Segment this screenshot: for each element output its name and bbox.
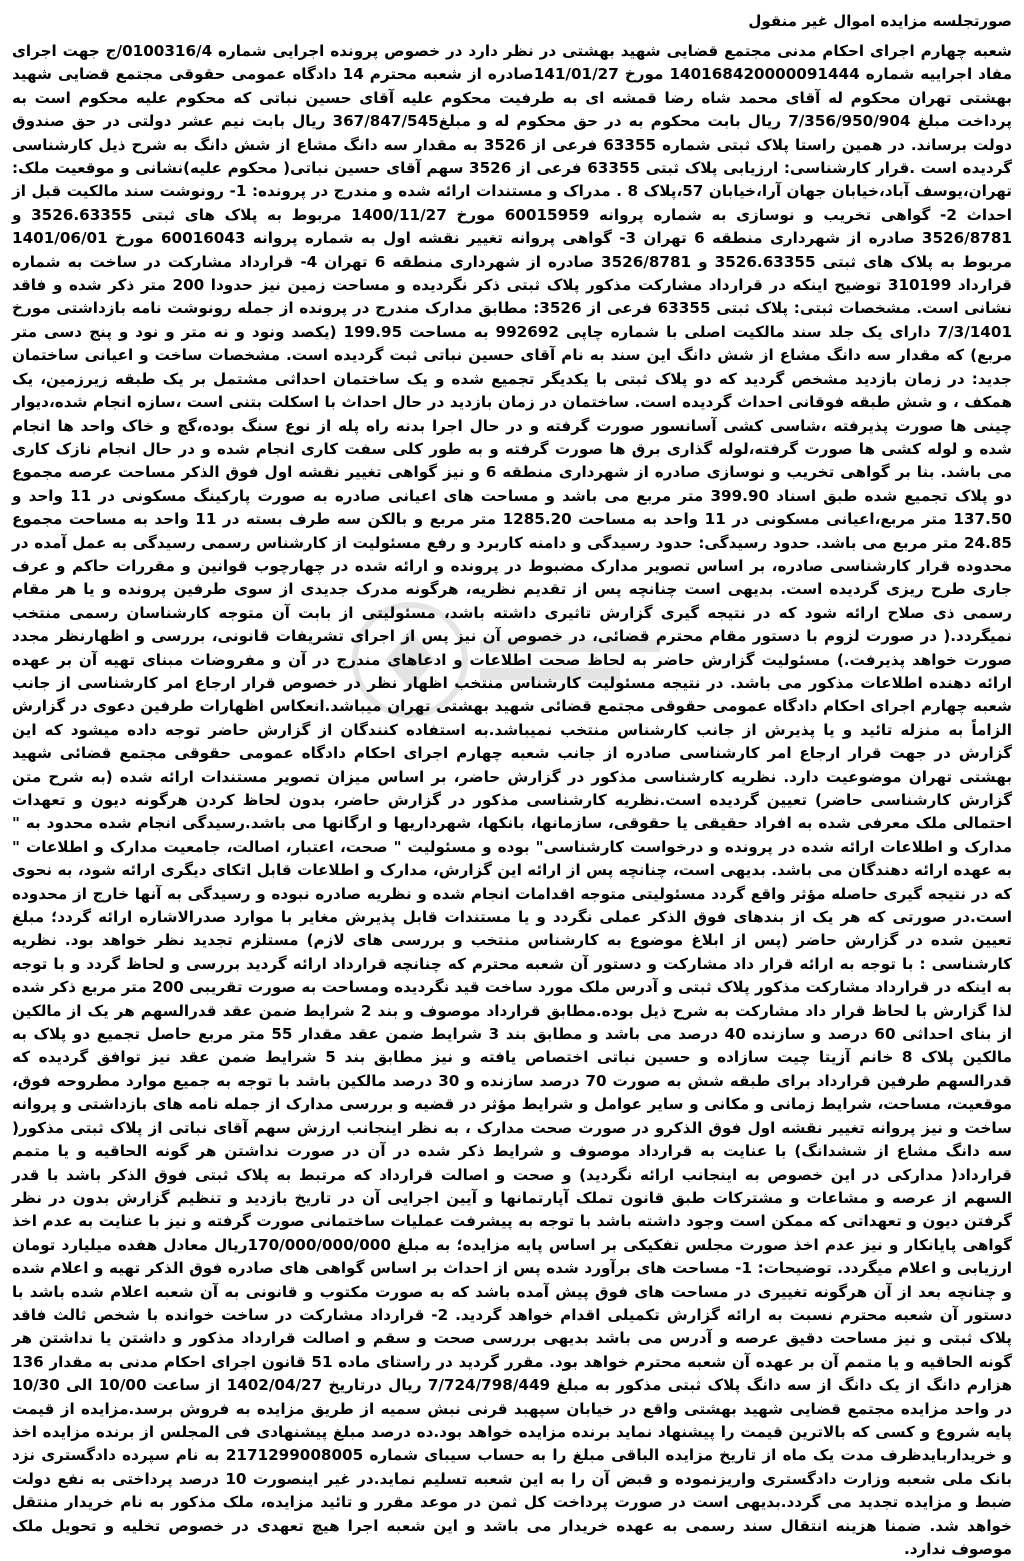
- document-body-text: شعبه چهارم اجرای احکام مدنی مجتمع قضایی شهید بهشتی در نظر دارد در خصوص پرونده اجرایی شماره 0100316/4/ج جهت اجرای مفاد اجراییه شماره 140168420000091444 مورخ 141/01/27صادره از شعبه محترم 14 دادگاه عمومی حقوقی مجتمع قضایی شهید بهشتی تهران محکوم له آقای محمد شاه رضا قمشه ای به طرفیت محکوم علیه آقای حسین نباتی که محکوم علیه محکوم است به پرداخت مبلغ 7/356/950/904 ریال بابت محکوم به در حق محکوم له و مبلغ367/847/545 ریال بابت نیم عشر دولتی در حق صندوق دولت برساند. در همین راستا پلاک ثبتی شماره 63355 فرعی از 3526 به مقدار سه دانگ مشاع از شش دانگ به شرح ذیل کارشناسی گردیده است .قرار کارشناسی: ارزیابی پلاک ثبتی 63355 فرعی از 3526 سهم آقای حسین نباتی( محکوم علیه)نشانی و موقعیت ملک: تهران،یوسف آباد،خیابان جهان آرا،خیابان 57،پلاک 8 . مدراک و مستندات ارائه شده و مندرج در پرونده: 1- رونوشت سند مالکیت قبل از احداث 2- گواهی تخریب و نوسازی به شماره پروانه 60015959 مورخ 1400/11/27 مربوط به پلاک های ثبتی 3526.63355 و 3526/8781 صادره از شهرداری منطقه 6 تهران 3- گواهی پروانه تغییر نقشه اول به شماره پروانه 60016043 مورخ 1401/06/01 مربوط به پلاک های ثبتی 3526.63355 و 3526/8781 صادره از شهرداری منطقه 6 تهران 4- قرارداد مشارکت در ساخت به شماره قرارداد 310199 توضیح اینکه در قرارداد مشارکت مذکور پلاک ثبتی ذکر نگردیده و مساحت زمین نیز حدودا 200 متر ذکر شده و فاقد نشانی است. مشخصات ثبتی: پلاک ثبتی 63355 فرعی از 3526: مطابق مدارک مندرج در پرونده از جمله رونوشت نامه بازداشتی مورخ 7/3/1401 دارای یک جلد سند مالکیت اصلی با شماره چاپی 992692 به مساحت 199.95 (یکصد ونود و نه متر و نود و پنج دسی متر مربع) که مقدار سه دانگ مشاع از شش دانگ این سند به نام آقای حسین نباتی ثبت گردیده است. مشخصات ساخت و اعیانی ساختمان جدید: در زمان بازدید مشخص گردید که دو پلاک ثبتی با یکدیگر تجمیع شده و یک ساختمان احداثی مشتمل بر یک طبقه زیرزمین، یک همکف ، و شش طبقه فوقانی احداث گردیده است. ساختمان در زمان بازدید در حال احداث با اسکلت بتنی است ،سازه انجام شده،دیوار چینی ها صورت پذیرفته ،شاسی کشی آسانسور صورت گرفته و در حال اجرا بدنه راه پله از نوع سنگ بوده،گچ و خاک واحد ها انجام شده و لوله کشی ها صورت گرفته،لوله گذاری برق ها صورت گرفته و به طور کلی سفت کاری انجام شده و در حال انجام نازک کاری می باشد. بنا بر گواهی تخریب و نوسازی صادره از شهرداری منطقه 6 و نیز گواهی تغییر نقشه اول فوق الذکر مساحت عرصه مجموع دو پلاک تجمیع شده طبق اسناد 399.90 متر مربع می باشد و مساحت های اعیانی صادره به صورت پارکینگ مسکونی در 11 واحد و 137.50 متر مربع،اعیانی مسکونی در 11 واحد به مساحت 1285.20 متر مربع و بالکن سه طرف بسته در 11 واحد به مساحت مجموع 24.85 متر مربع می باشد. حدود رسیدگی: حدود رسیدگی و دامنه کاربرد و رفع مسئولیت از کارشناس رسمی رسیدگی به عمل آمده در محدوده قرار کارشناسی صادره، بر اساس تصویر مدارک مضبوط در پرونده و ارائه شده در چهارچوب قوانین و مقررات حاکم و عرف جاری طرح ریزی گردیده است. بدیهی است چنانچه پس از تقدیم نظریه، هرگونه مدرک جدیدی از سوی طرفین پرونده و یا هر مقام رسمی ذی صلاح ارائه شود که در نتیجه گیری گزارش تاثیری داشته باشد، مسئولیتی از بابت آن متوجه کارشناسان رسمی منتخب نمیگردد.( در صورت لزوم با دستور مقام محترم قضائی، در خصوص آن نیز پس از اجرای تشریفات قانونی، بررسی و اظهارنظر مجدد صورت خواهد پذیرفت.) مسئولیت گزارش حاضر به لحاظ صحت اطلاعات و ادعاهای مندرج در آن و مفروضات مبنای تهیه آن بر عهده ارائه دهنده اطلاعات مذکور می باشد. در نتیجه مسئولیت کارشناس منتخب اظهار نظر در خصوص قرار ارجاع امر کارشناسی از جانب شعبه چهارم اجرای احکام دادگاه عمومی حقوقی مجتمع قضائی شهید بهشتی تهران میباشد.انعکاس اظهارات طرفین دعوی در گزارش الزاماً به منزله تائید و یا پذیرش از جانب کارشناس منتخب نمیباشد.به استفاده کنندگان از گزارش حاضر توجه داده میشود که این گزارش در جهت قرار ارجاع امر کارشناسی صادره از جانب شعبه چهارم اجرای احکام دادگاه عمومی حقوقی مجتمع قضائی شهید بهشتی تهران موضوعیت دارد. نظریه کارشناسی مذکور در گزارش حاضر، بر اساس میزان تصویر مستندات ارائه شده (به شرح متن گزارش کارشناسی حاضر) تعیین گردیده است.نظریه کارشناسی مذکور در گزارش حاضر، بدون لحاظ کردن هرگونه دیون و تعهدات احتمالی ملک معرفی شده به افراد حقیقی یا حقوقی، سازمانها، بانکها، شهرداریها و ارگانها می باشد.رسیدگی انجام شده محدود به " مدارک و اطلاعات ارائه شده در پرونده و درخواست کارشناسی" بوده و مسئولیت " صحت، اعتبار، اصالت، جامعیت مدارک و اطلاعات " به عهده ارائه دهندگان می باشد. بدیهی است، چنانچه پس از ارائه این گزارش، مدارک و اطلاعات قابل اتکای دیگری ارائه شود، به نحوی که در نتیجه گیری حاصله مؤثر واقع گردد مسئولیتی متوجه اقدامات انجام شده و نظریه صادره نبوده و رسیدگی به آنها خارج از محدوده است.در صورتی که هر یک از بندهای فوق الذکر عملی نگردد و یا مستندات قابل پذیرش مغایر با موارد صدرالاشاره ارائه گردد؛ مبلغ تعیین شده در گزارش حاضر (پس از ابلاغ موضوع به کارشناس منتخب و بررسی های لازم) مستلزم تجدید نظر خواهد بود. نظریه کارشناسی : با توجه به ارائه قرار داد مشارکت و دستور آن شعبه محترم که چنانچه قرارداد ارائه گردید بررسی و لحاظ گردد و با توجه به اینکه در قرارداد مشارکت مذکور پلاک ثبتی و آدرس ملک مورد ساخت قید نگردیده ومساحت به صورت تقریبی 200 متر مربع ذکر شده لذا گزارش با لحاظ قرار داد مشارکت به شرح ذیل بوده.مطابق قرارداد موصوف و بند 2 شرایط ضمن عقد قدرالسهم هر یک از مالکین از بنای احداثی 60 درصد و سازنده 40 درصد می باشد و مطابق بند 3 شرایط ضمن عقد مقدار 55 متر مربع حاصل تجمیع دو پلاک به مالکین پلاک 8 خانم آزیتا چیت سازاده و حسین نباتی اختصاص یافته و نیز مطابق بند 5 شرایط ضمن عقد نیز توافق گردیده که قدرالسهم طرفین قرارداد برای طبقه شش به صورت 70 درصد سازنده و 30 درصد مالکین باشد با توجه به جمیع موارد مطروحه فوق، موقعیت، مساحت، شرایط زمانی و مکانی و سایر عوامل و شرایط مؤثر در قضیه و بررسی مدارک از جمله نامه های بازداشتی و پروانه ساخت و نیز پروانه تغییر نقشه اول فوق الذکرو در صورت صحت مدارک ، به نظر اینجانب ارزش سهم آقای نباتی از پلاک ثبتی مذکور( سه دانگ مشاع از ششدانگ) با عنایت به قرارداد موصوف و شرایط ذکر شده در آن در صورت نداشتن هر گونه الحاقیه و یا متمم قرارداد( مدارکی در این خصوص به اینجانب ارائه نگردید) و صحت و اصالت قرارداد که مرتبط به پلاک ثبتی فوق الذکر باشد با قدر السهم از عرصه و مشاعات و مشترکات طبق قانون تملک آپارتمانها و آیین اجرایی آن در تاریخ بازدید و تنظیم گزارش بدون در نظر گرفتن دیون و تعهداتی که ممکن است وجود داشته باشد با توجه به پیشرفت عملیات ساختمانی صورت گرفته و نیز با عنایت به عدم اخذ گواهی پایانکار و نیز عدم اخذ صورت مجلس تفکیکی بر اساس پایه مزایده؛ به مبلغ 170/000/000/000ریال معادل هفده میلیارد تومان ارزیابی و اعلام میگردد. توضیحات: 1- مساحت های برآورد شده پس از احداث بر اساس گواهی های صادره فوق الذکر تهیه و اعلام شده و چنانچه بعد از آن هرگونه تغییری در مساحت های فوق پیش آمده باشد که به صورت مکتوب و قانونی به آن شعبه اعلام شده باشد با دستور آن شعبه محترم نسبت به ارائه گزارش تکمیلی اقدام خواهد گردید. 2- قرارداد مشارکت در ساخت خوانده با شخص ثالث فاقد پلاک ثبتی و نیز مساحت دقیق عرصه و آدرس می باشد بدیهی بررسی صحت و سقم و اصالت قرارداد مذکور و داشتن یا نداشتن هر گونه الحاقیه و یا متمم آن بر عهده آن شعبه محترم خواهد بود. مقرر گردید در راستای ماده 51 قانون اجرای احکام مدنی به مقدار 136 هزارم دانگ از یک دانگ از سه دانگ پلاک ثبتی مذکور به مبلغ 7/724/798/449 ریال درتاریخ 1402/04/27 از ساعت 10/00 الی 10/30 در واحد مزایده مجتمع قضایی شهید بهشتی واقع در خیابان سپهبد قرنی نبش سمیه از طریق مزایده به فروش برسد.مزایده از قیمت پایه شروع و کسی که بالاترین قیمت را پیشنهاد نماید برنده مزایده خواهد بود.ده درصد مبلغ پیشنهادی فی المجلس از برنده مزایده اخذ و خریداربایدظرف مدت یک ماه از تاریخ مزایده الباقی مبلغ را به حساب سیبای شماره 2171299008005 به نام سپرده دادگستری نزد بانک ملی شعبه وزارت دادگستری واریزنموده و قبض آن را به این شعبه تسلیم نماید.در غیر اینصورت 10 درصد پرداختی به نفع دولت ضبط و مزایده تجدید می گردد.بدیهی است در صورت پرداخت کل ثمن در موعد مقرر و تائید مزایده، ملک مذکور به نام خریدار منتقل خواهد شد. ضمنا هزینه انتقال سند رسمی به عهده خریدار می باشد و این شعبه اجرا هیچ تعهدی در خصوص تخلیه و تحویل ملک موصوف ندارد.: [12, 42, 1013, 1558]
- page-title: صورتجلسه مزایده اموال غیر منقول: [748, 12, 1012, 30]
